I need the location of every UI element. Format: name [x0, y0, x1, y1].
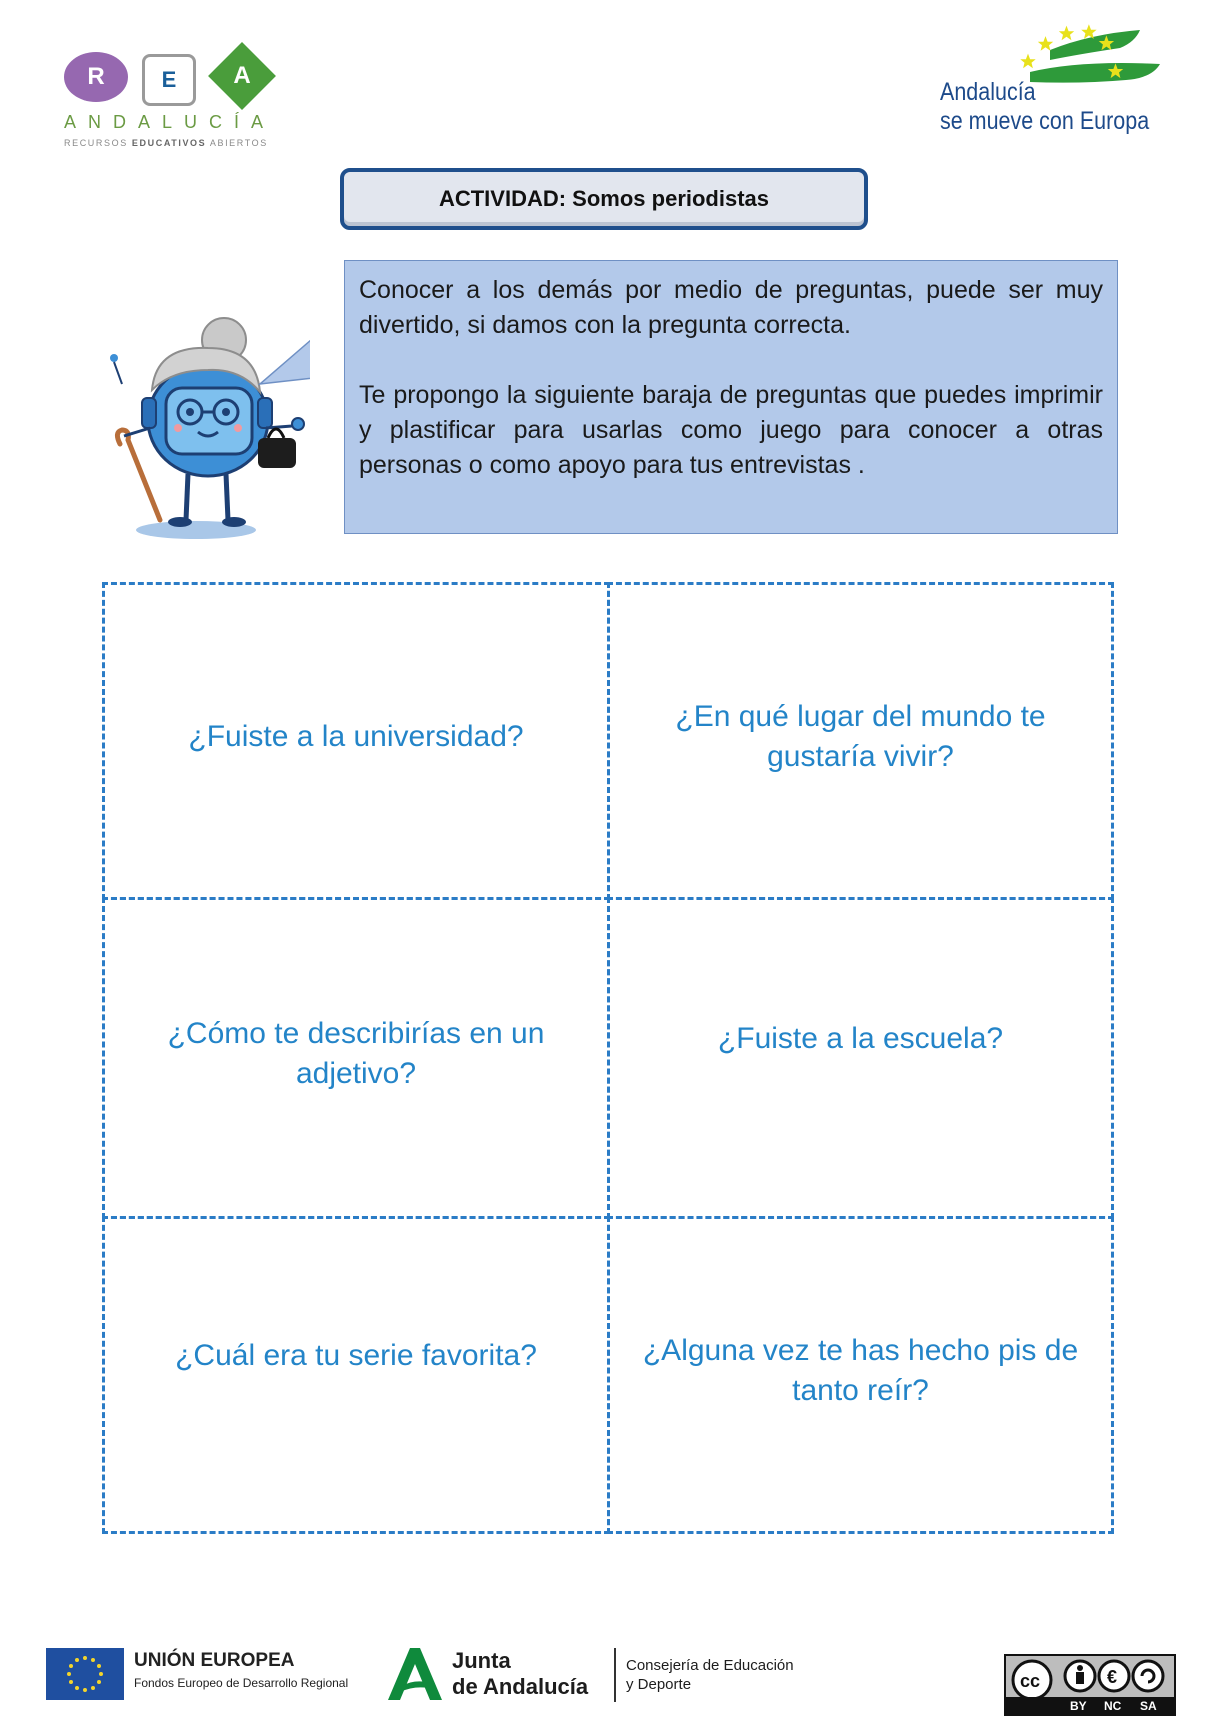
rea-logo-subtitle: RECURSOS EDUCATIVOS ABIERTOS [64, 138, 268, 148]
grandma-character-illustration [100, 308, 310, 544]
junta-andalucia-text: Junta de Andalucía [452, 1648, 589, 1699]
svg-text:€: € [1107, 1667, 1118, 1687]
activity-title-box [340, 168, 868, 230]
cc-nc-label: NC [1104, 1699, 1122, 1713]
junta-andalucia-icon [384, 1646, 444, 1702]
andalucia-europa-logo [930, 20, 1180, 140]
activity-title: ACTIVIDAD: Somos periodistas [438, 186, 770, 211]
rea-logo-a: A [233, 62, 251, 89]
question-card-text: ¿Cómo te describirías en un adjetivo? [167, 1017, 545, 1090]
bubble-paragraph-1: Conocer a los demás por medio de preguntas, puede ser muy divertido, si damos con la pregunta correcta. [359, 276, 1103, 339]
question-card [102, 1216, 610, 1534]
question-card [607, 582, 1114, 900]
cc-by-label: BY [1070, 1699, 1087, 1713]
eu-subtitle: Fondos Europeo de Desarrollo Regional [134, 1676, 349, 1690]
bubble-paragraph-2: Te propongo la siguiente baraja de preguntas que puedes imprimir y plastificar para usarlas como juego para conocer a otras personas o como apoyo para tus entrevistas . [359, 381, 1103, 479]
speech-bubble [344, 260, 1118, 534]
question-card [607, 1216, 1114, 1534]
footer-divider [614, 1648, 616, 1702]
question-cards-grid [102, 582, 1114, 1534]
andalucia-logo-text: Andalucía se mueve con Europa [940, 78, 1150, 135]
question-card [607, 897, 1114, 1219]
eu-title: UNIÓN EUROPEA [134, 1650, 295, 1671]
question-card-text: ¿Fuiste a la escuela? [717, 1022, 1004, 1055]
rea-logo-e: E [142, 54, 196, 106]
question-card-text: ¿En qué lugar del mundo te gustaría vivir? [675, 700, 1046, 773]
cc-sa-label: SA [1140, 1699, 1157, 1713]
svg-text:cc: cc [1020, 1671, 1041, 1691]
rea-logo-r: R [64, 52, 128, 102]
eu-flag-icon [46, 1648, 124, 1700]
question-card [102, 897, 610, 1219]
cc-license-badge [1004, 1654, 1176, 1716]
rea-andalucia-logo [60, 46, 290, 156]
cc-license-icon [1006, 1656, 1174, 1700]
rea-logo-name: ANDALUCÍA [64, 112, 276, 132]
question-card-text: ¿Alguna vez te has hecho pis de tanto reír? [642, 1334, 1079, 1407]
question-card-text: ¿Cuál era tu serie favorita? [175, 1339, 537, 1372]
question-card [102, 582, 610, 900]
consejeria-text: Consejería de Educación y Deporte [626, 1657, 794, 1693]
question-card-text: ¿Fuiste a la universidad? [188, 720, 524, 753]
